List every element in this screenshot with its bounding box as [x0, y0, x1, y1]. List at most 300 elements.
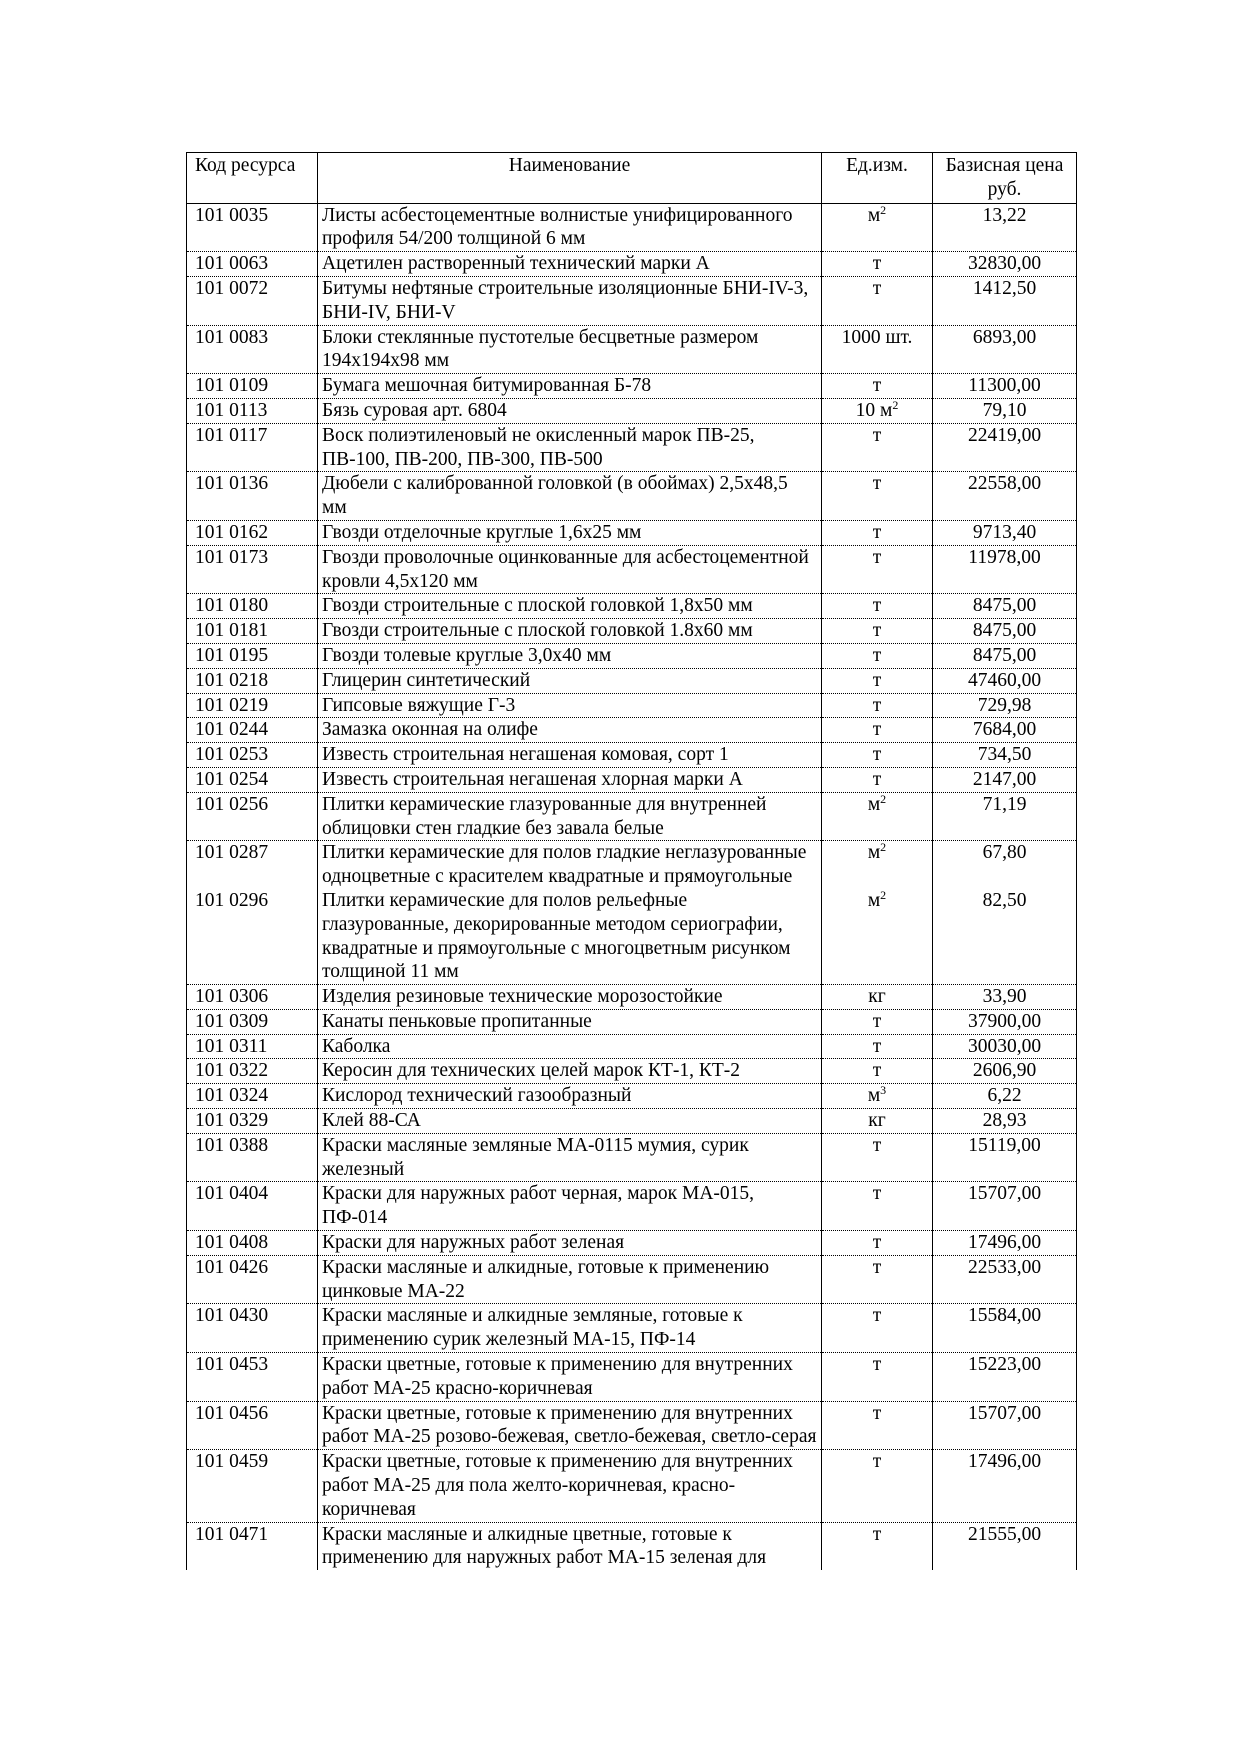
cell-price-main	[968, 670, 1041, 691]
cell-unit	[822, 1304, 933, 1353]
cell-name-main	[322, 400, 507, 421]
cell-unit	[822, 374, 933, 399]
cell-unit-text: т	[872, 1060, 882, 1082]
cell-name	[318, 1522, 822, 1570]
cell-code-main	[195, 1305, 268, 1326]
cell-name	[318, 1009, 822, 1034]
cell-name	[318, 520, 822, 545]
cell-code	[187, 743, 318, 768]
cell-name-text: Краски для наружных работ черная, марок МА-015, ПФ-014	[322, 1183, 755, 1229]
cell-code-text: 101 0254	[195, 768, 269, 790]
cell-name	[318, 1450, 822, 1522]
cell-code	[187, 276, 318, 325]
table-row	[187, 1304, 1077, 1353]
cell-price	[933, 325, 1077, 374]
cell-name	[318, 985, 822, 1010]
cell-name-main	[322, 522, 641, 543]
header-name: Наименование	[318, 153, 822, 204]
cell-unit-text: 10 м	[855, 399, 893, 421]
cell-code-text: 101 0173	[195, 546, 269, 568]
cell-price	[933, 276, 1077, 325]
cell-code-main	[195, 1451, 268, 1472]
cell-price-main	[968, 1403, 1041, 1424]
cell-price	[933, 1231, 1077, 1256]
cell-code-text: 101 0256	[195, 793, 269, 815]
cell-name	[318, 472, 822, 521]
cell-name-text: Гипсовые вяжущие Г-3	[322, 694, 516, 716]
cell-unit	[822, 693, 933, 718]
cell-unit	[822, 1059, 933, 1084]
cell-price-text: 2606,90	[972, 1060, 1037, 1082]
cell-price-text: 17496,00	[967, 1451, 1042, 1473]
cell-price-main	[973, 278, 1036, 299]
cell-price-text: 11300,00	[968, 375, 1041, 397]
cell-unit	[822, 1353, 933, 1402]
cell-code-text: 101 0253	[195, 744, 269, 766]
cell-price-text: 15119,00	[968, 1134, 1041, 1156]
cell-unit-main	[873, 719, 882, 740]
cell-code-main	[195, 1085, 268, 1106]
table-header-row	[187, 153, 1077, 204]
cell-unit	[822, 325, 933, 374]
cell-name-text: Гвозди толевые круглые 3,0x40 мм	[322, 644, 612, 666]
cell-unit-main	[867, 791, 887, 815]
cell-unit-text: т	[872, 719, 882, 741]
cell-unit-text: т	[872, 375, 882, 397]
cell-price-main	[983, 205, 1027, 226]
cell-price-text: 734,50	[977, 744, 1032, 766]
cell-unit	[822, 743, 933, 768]
cell-unit-text: м	[867, 793, 881, 815]
cell-price-text: 47460,00	[967, 669, 1042, 691]
cell-code	[187, 792, 318, 841]
cell-name	[318, 1109, 822, 1134]
cell-price-main	[968, 375, 1040, 396]
cell-name-main	[322, 1011, 592, 1032]
cell-price	[933, 792, 1077, 841]
cell-price-text: 15707,00	[967, 1402, 1042, 1424]
cell-name	[318, 1304, 822, 1353]
table-row	[187, 325, 1077, 374]
cell-price-text: 9713,40	[972, 521, 1037, 543]
cell-price-main	[968, 253, 1041, 274]
cell-name	[318, 619, 822, 644]
cell-price	[933, 1401, 1077, 1450]
cell-price	[933, 1353, 1077, 1402]
cell-code-text: 101 0311	[195, 1035, 268, 1057]
cell-code	[187, 1034, 318, 1059]
cell-price-main	[968, 425, 1041, 446]
cell-price	[933, 985, 1077, 1010]
cell-name-text: Гвозди строительные с плоской головкой 1.8x60 мм	[322, 620, 753, 642]
table-row	[187, 743, 1077, 768]
cell-code-main	[195, 1036, 267, 1057]
cell-unit-main	[873, 744, 882, 765]
cell-code	[187, 985, 318, 1010]
cell-name-main	[322, 1305, 743, 1350]
table-row	[187, 1353, 1077, 1402]
cell-code-text: 101 0453	[195, 1354, 269, 1376]
table-body	[187, 203, 1077, 1570]
cell-code-main	[195, 253, 268, 274]
cell-price	[933, 1182, 1077, 1231]
cell-code-main	[195, 670, 268, 691]
cell-unit	[822, 619, 933, 644]
cell-unit	[822, 792, 933, 841]
cell-price	[933, 1009, 1077, 1034]
cell-price	[933, 1304, 1077, 1353]
cell-code-main	[195, 327, 268, 348]
cell-code	[187, 668, 318, 693]
table-row	[187, 619, 1077, 644]
cell-code	[187, 520, 318, 545]
cell-code	[187, 1084, 318, 1109]
cell-price-main	[968, 547, 1040, 568]
cell-code-text: 101 0072	[195, 277, 269, 299]
cell-unit-main	[873, 670, 882, 691]
cell-name	[318, 743, 822, 768]
cell-code-text: 101 0404	[195, 1183, 269, 1205]
cell-unit	[822, 1084, 933, 1109]
cell-unit-text: т	[872, 1183, 882, 1205]
cell-price-text: 22558,00	[967, 473, 1042, 495]
cell-name	[318, 1034, 822, 1059]
cell-name-main	[322, 1060, 740, 1081]
cell-price	[933, 545, 1077, 594]
cell-name	[318, 276, 822, 325]
cell-price-main	[978, 695, 1032, 716]
table-row	[187, 1231, 1077, 1256]
cell-code-main	[195, 1403, 268, 1424]
cell-name-main	[322, 744, 729, 765]
cell-name	[318, 594, 822, 619]
unit-exponent: 2	[880, 791, 887, 806]
cell-price-main	[968, 1354, 1041, 1375]
cell-name-text: Каболка	[322, 1035, 391, 1057]
cell-code-text: 101 0324	[195, 1085, 269, 1107]
cell-unit-text: т	[872, 473, 882, 495]
cell-name-text: Дюбели с калиброванной головкой (в обоймах) 2,5x48,5 мм	[322, 473, 788, 519]
cell-code-text: 101 0459	[195, 1451, 269, 1473]
cell-code-text: 101 0181	[195, 620, 269, 642]
cell-price-main	[968, 1011, 1041, 1032]
cell-unit-text: т	[872, 1134, 882, 1156]
cell-unit-main	[873, 1135, 882, 1156]
cell-code-text: 101 0471	[195, 1523, 269, 1545]
cell-price-text: 6,22	[987, 1085, 1022, 1107]
cell-price-text: 22533,00	[967, 1256, 1042, 1278]
cell-name-main	[322, 841, 817, 889]
cell-price-text: 1412,50	[972, 277, 1037, 299]
cell-unit	[822, 472, 933, 521]
cell-unit-main	[873, 769, 882, 790]
table-row	[187, 252, 1077, 277]
cell-code-main	[195, 645, 268, 666]
cell-unit-main	[873, 595, 882, 616]
cell-unit-text: т	[872, 1232, 882, 1254]
table-row	[187, 520, 1077, 545]
cell-price-main	[973, 595, 1036, 616]
table-row	[187, 374, 1077, 399]
unit-exponent: 2	[880, 202, 887, 217]
cell-name-main	[322, 595, 753, 616]
cell-name	[318, 423, 822, 472]
cell-code-text: 101 0195	[195, 644, 269, 666]
cell-name-main	[322, 473, 788, 518]
cell-code	[187, 619, 318, 644]
cell-unit	[822, 398, 933, 423]
cell-name-text: Плитки керамические для полов рельефные глазурованные, декорированные методом сериографии, квадратные и прямоугольные с многоцветным рисунком толщиной 11 мм	[322, 889, 791, 983]
cell-name-main	[322, 719, 538, 740]
cell-price-text: 15707,00	[967, 1183, 1042, 1205]
cell-name-text: Замазка оконная на олифе	[322, 719, 538, 741]
cell-unit-main	[873, 1451, 882, 1472]
cell-code-main	[195, 986, 268, 1007]
cell-name-text: Краски масляные и алкидные земляные, готовые к применению сурик железный МА-15, ПФ-14	[322, 1305, 743, 1351]
cell-code-text: 101 0035	[195, 204, 269, 226]
cell-name-main	[322, 1110, 421, 1131]
cell-code	[187, 252, 318, 277]
cell-name-main	[322, 1135, 749, 1180]
table-row	[187, 693, 1077, 718]
cell-name-text: Гвозди строительные с плоской головкой 1,8x50 мм	[322, 595, 753, 617]
cell-unit-main	[868, 986, 885, 1007]
cell-name-main	[322, 425, 754, 470]
cell-code	[187, 1255, 318, 1304]
cell-code-text: 101 0244	[195, 719, 269, 741]
table-row	[187, 423, 1077, 472]
cell-name	[318, 668, 822, 693]
cell-name	[318, 1353, 822, 1402]
cell-unit	[822, 1109, 933, 1134]
table-row	[187, 1133, 1077, 1182]
cell-name-main	[322, 1354, 793, 1399]
cell-code	[187, 1231, 318, 1256]
cell-name-main	[322, 1036, 390, 1057]
cell-unit-text: кг	[868, 986, 886, 1008]
cell-code-main	[195, 1135, 268, 1156]
table-row	[187, 276, 1077, 325]
cell-name-text: Канаты пеньковые пропитанные	[322, 1010, 592, 1032]
cell-unit	[822, 1182, 933, 1231]
cell-price-main	[968, 1257, 1041, 1278]
cell-price	[933, 668, 1077, 693]
cell-unit-text: м	[867, 204, 881, 226]
cell-code	[187, 1059, 318, 1084]
table-row	[187, 985, 1077, 1010]
cell-unit	[822, 643, 933, 668]
cell-unit-text: т	[872, 644, 882, 666]
cell-code-text: 101 0322	[195, 1060, 269, 1082]
cell-code	[187, 1401, 318, 1450]
cell-unit-main	[873, 1011, 882, 1032]
cell-price	[933, 252, 1077, 277]
cell-name-text: Листы асбестоцементные волнистые унифицированного профиля 54/200 толщиной 6 мм	[322, 204, 793, 250]
cell-code-main	[195, 425, 267, 446]
cell-unit	[822, 1034, 933, 1059]
cell-name	[318, 1231, 822, 1256]
cell-code-main	[195, 620, 268, 641]
cell-unit-text: т	[872, 424, 882, 446]
cell-unit	[822, 252, 933, 277]
cell-price-main	[968, 1135, 1040, 1156]
cell-price	[933, 374, 1077, 399]
cell-unit	[822, 1255, 933, 1304]
cell-unit	[822, 1133, 933, 1182]
cell-price-text: 7684,00	[972, 719, 1037, 741]
cell-price	[933, 1133, 1077, 1182]
cell-code	[187, 1133, 318, 1182]
cell-code-text: 101 0426	[195, 1256, 269, 1278]
cell-unit-text: т	[872, 595, 882, 617]
cell-unit-main	[873, 1305, 882, 1326]
cell-unit-text: т	[872, 1305, 882, 1327]
cell-price-main	[973, 522, 1036, 543]
cell-price	[933, 718, 1077, 743]
cell-name	[318, 398, 822, 423]
cell-unit-main	[868, 1110, 885, 1131]
cell-name-text: Блоки стеклянные пустотелые бесцветные размером 194x194x98 мм	[322, 326, 759, 372]
cell-unit-text: т	[872, 277, 882, 299]
cell-code	[187, 1009, 318, 1034]
cell-name-main	[322, 278, 808, 323]
cell-code-text: 101 0329	[195, 1110, 269, 1132]
cell-name-text: Ацетилен растворенный технический марки А	[322, 253, 710, 275]
cell-unit-main	[873, 1257, 882, 1278]
table-row	[187, 1450, 1077, 1522]
cell-name-text: Клей 88-СА	[322, 1110, 421, 1132]
cell-name	[318, 203, 822, 252]
cell-code	[187, 423, 318, 472]
cell-name	[318, 841, 822, 985]
cell-price-text: 21555,00	[967, 1523, 1042, 1545]
cell-unit-text: т	[872, 253, 882, 275]
cell-code-main	[195, 1257, 268, 1278]
cell-name	[318, 1059, 822, 1084]
cell-price	[933, 619, 1077, 644]
table-row	[187, 1084, 1077, 1109]
cell-unit-main	[868, 1085, 886, 1106]
cell-unit-main	[873, 620, 882, 641]
cell-price	[933, 1522, 1077, 1570]
table-row	[187, 1059, 1077, 1084]
cell-name-sub	[322, 889, 817, 984]
cell-code-main	[195, 719, 268, 740]
cell-price-text: 33,90	[982, 986, 1027, 1008]
cell-name-main	[322, 375, 651, 396]
table-row	[187, 472, 1077, 521]
cell-unit	[822, 985, 933, 1010]
table-row	[187, 594, 1077, 619]
cell-unit-main	[873, 1183, 882, 1204]
cell-name-text: Краски цветные, готовые к применению для внутренних работ МА-25 для пола желто-коричневая, красно-коричневая	[322, 1451, 793, 1520]
cell-unit-text: т	[872, 669, 882, 691]
cell-name-main	[322, 986, 723, 1007]
cell-code-text: 101 0109	[195, 375, 269, 397]
cell-name-text: Воск полиэтиленовый не окисленный марок ПВ-25, ПВ-100, ПВ-200, ПВ-300, ПВ-500	[322, 424, 755, 470]
cell-name-text: Гвозди отделочные круглые 1,6x25 мм	[322, 521, 642, 543]
cell-unit-main	[873, 522, 882, 543]
cell-name	[318, 325, 822, 374]
cell-code-main	[195, 595, 268, 616]
cell-code-main	[195, 1011, 268, 1032]
cell-code-text: 101 0136	[195, 473, 269, 495]
cell-price	[933, 1109, 1077, 1134]
cell-name-text: Битумы нефтяные строительные изоляционные БНИ-IV-3, БНИ-IV, БНИ-V	[322, 277, 809, 323]
table-row	[187, 1182, 1077, 1231]
cell-name-text: Известь строительная негашеная комовая, сорт 1	[322, 744, 729, 766]
cell-unit-main	[826, 841, 928, 865]
cell-unit-main	[867, 202, 887, 226]
cell-name-text: Краски масляные земляные МА-0115 мумия, сурик железный	[322, 1134, 749, 1180]
cell-price	[933, 1059, 1077, 1084]
cell-name-main	[322, 327, 758, 372]
cell-unit	[822, 1009, 933, 1034]
cell-price-main	[968, 1451, 1041, 1472]
cell-price-main	[983, 400, 1027, 421]
cell-name	[318, 374, 822, 399]
cell-unit-text: т	[872, 546, 882, 568]
cell-unit-main	[873, 645, 882, 666]
cell-name-text: Краски для наружных работ зеленая	[322, 1232, 625, 1254]
cell-unit-text: т	[872, 768, 882, 790]
cell-price-text: 17496,00	[967, 1232, 1042, 1254]
cell-unit-text: т	[872, 744, 882, 766]
cell-price	[933, 520, 1077, 545]
cell-name-text: Глицерин синтетический	[322, 669, 531, 691]
cell-unit-main	[873, 425, 882, 446]
cell-price-text: 8475,00	[972, 595, 1037, 617]
cell-price-main	[968, 1305, 1041, 1326]
cell-price-text: 37900,00	[967, 1010, 1042, 1032]
cell-code	[187, 203, 318, 252]
cell-code-main	[195, 744, 268, 765]
cell-price-main	[968, 473, 1041, 494]
cell-price-main	[968, 1183, 1041, 1204]
cell-name-main	[322, 253, 710, 274]
cell-price-main	[983, 986, 1027, 1007]
cell-code-main	[195, 1354, 268, 1375]
cell-code-main	[195, 205, 268, 226]
cell-price-text: 67,80	[982, 842, 1027, 864]
cell-name-text: Плитки керамические глазурованные для внутренней облицовки стен гладкие без завала белые	[322, 793, 767, 839]
cell-price-text: 2147,00	[972, 768, 1037, 790]
cell-price-text: 32830,00	[967, 253, 1042, 275]
header-unit: Ед.изм.	[822, 153, 933, 204]
cell-price-text: 8475,00	[972, 620, 1037, 642]
cell-unit	[822, 545, 933, 594]
cell-code	[187, 545, 318, 594]
unit-exponent: 2	[880, 840, 887, 855]
cell-price-text: 79,10	[982, 399, 1027, 421]
cell-code-text: 101 0430	[195, 1305, 269, 1327]
cell-unit-text: кг	[868, 1110, 886, 1132]
cell-price	[933, 594, 1077, 619]
cell-code-main	[195, 1110, 268, 1131]
cell-unit	[822, 203, 933, 252]
cell-code-text: 101 0219	[195, 694, 269, 716]
cell-unit-main	[873, 1060, 882, 1081]
cell-code-main	[195, 1183, 268, 1204]
cell-code-text: 101 0309	[195, 1010, 269, 1032]
cell-price-text: 15223,00	[967, 1354, 1042, 1376]
cell-unit-text: т	[872, 1010, 882, 1032]
cell-unit	[822, 1450, 933, 1522]
cell-name-main	[322, 1257, 769, 1302]
cell-unit-sub	[826, 889, 928, 913]
cell-name-text: Гвозди проволочные оцинкованные для асбестоцементной кровли 4,5x120 мм	[322, 546, 809, 592]
cell-price	[933, 472, 1077, 521]
